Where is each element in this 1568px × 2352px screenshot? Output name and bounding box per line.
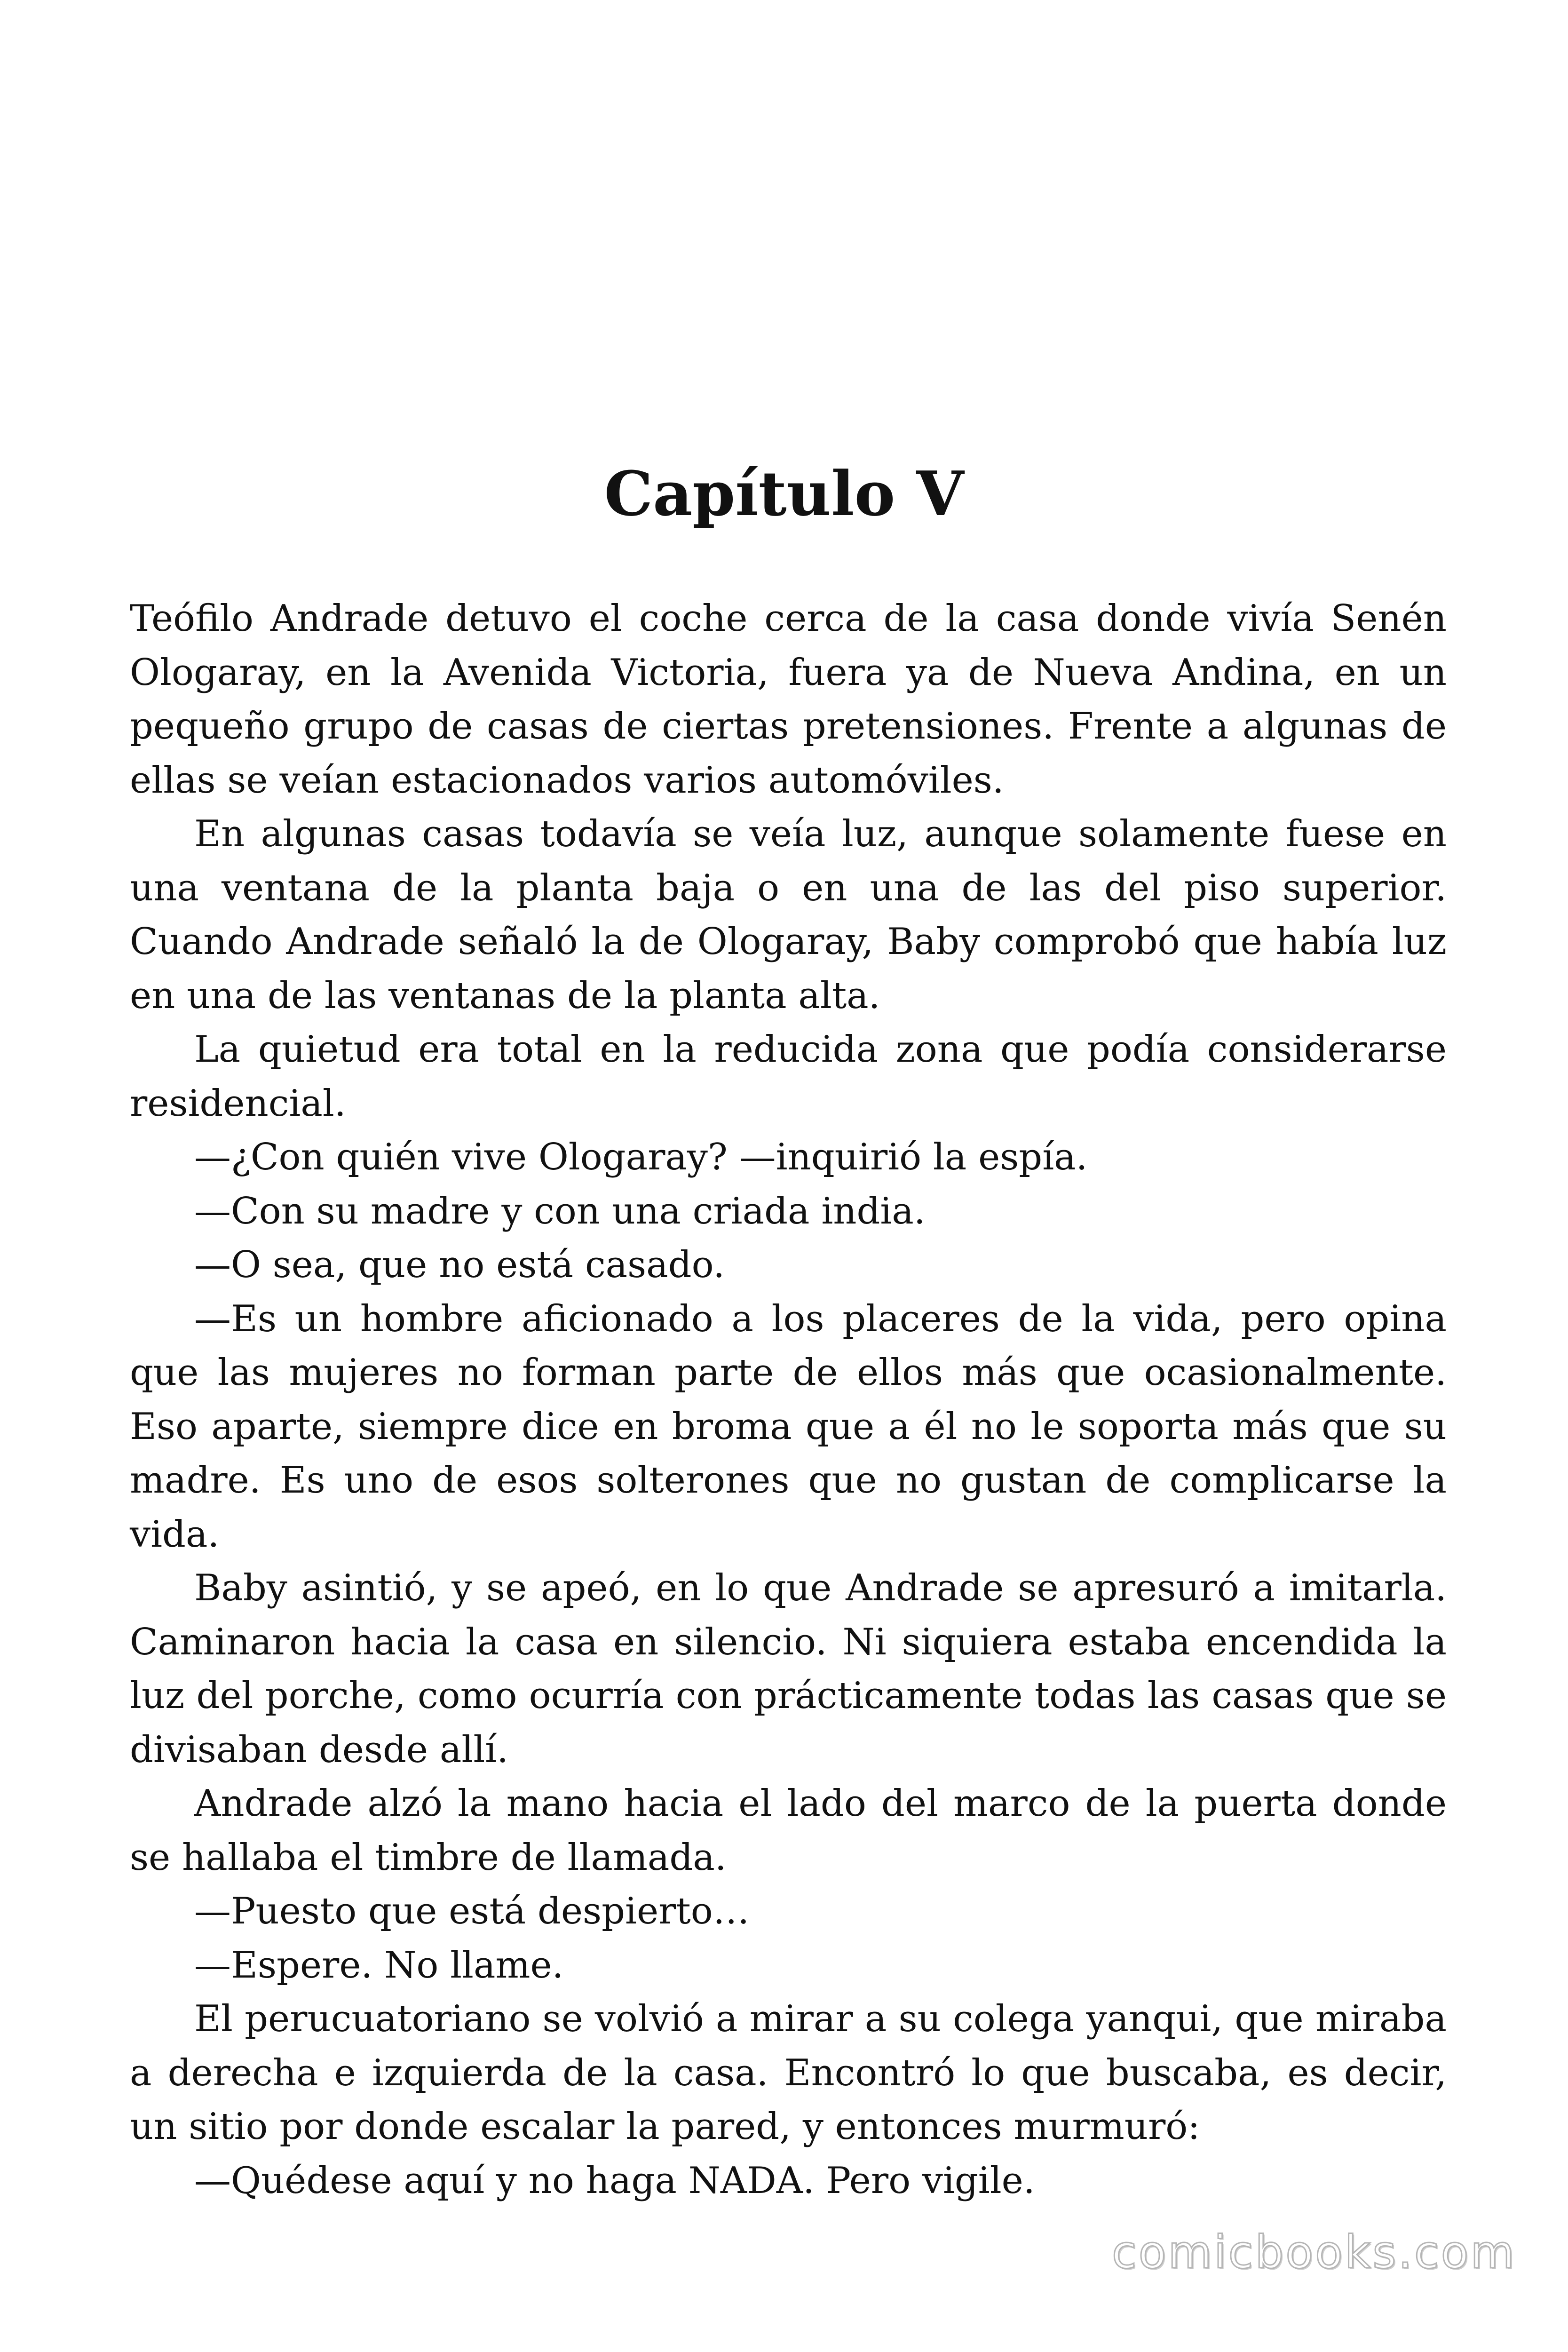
paragraph: En algunas casas todavía se veía luz, aunque solamente fuese en una ventana de la planta baja o en una de las del piso superior. Cuando Andrade señaló la de Ologaray, Baby comprobó que había luz en una de las ventanas de la planta alta. xyxy=(130,813,1447,1017)
paragraph: El perucuatoriano se volvió a mirar a su colega yanqui, que miraba a derecha e izquierda de la casa. Encontró lo que buscaba, es decir, un sitio por donde escalar la pared, y entonces murmuró: xyxy=(130,1998,1447,2148)
dialogue-line: —Espere. No llame. xyxy=(194,1944,564,1986)
dialogue-line: —Puesto que está despierto… xyxy=(194,1890,750,1932)
dialogue-line: —¿Con quién vive Ologaray? —inquirió la espía. xyxy=(194,1136,1088,1178)
chapter-body xyxy=(130,592,1447,2208)
paragraph: La quietud era total en la reducida zona que podía considerarse residencial. xyxy=(130,1028,1447,1125)
chapter-title: Capítulo V xyxy=(604,458,964,530)
paragraph: Teófilo Andrade detuvo el coche cerca de la casa donde vivía Senén Ologaray, en la Avenida Victoria, fuera ya de Nueva Andina, en un pequeño grupo de casas de ciertas pretensiones. Frente a algunas de ellas se veían estacionados varios automóviles. xyxy=(130,597,1447,802)
watermark: comicbooks.com xyxy=(1111,2226,1516,2279)
paragraph: Andrade alzó la mano hacia el lado del marco de la puerta donde se hallaba el timbre de llamada. xyxy=(130,1782,1447,1879)
paragraph: Baby asintió, y se apeó, en lo que Andrade se apresuró a imitarla. Caminaron hacia la casa en silencio. Ni siquiera estaba encendida la luz del porche, como ocurría con prácticamente todas las casas que se divisaban desde allí. xyxy=(130,1567,1447,1771)
dialogue-line: —Quédese aquí y no haga NADA. Pero vigile. xyxy=(194,2159,1035,2202)
dialogue-line: —O sea, que no está casado. xyxy=(194,1244,725,1286)
dialogue-line: —Con su madre y con una criada india. xyxy=(194,1190,926,1232)
dialogue-line: —Es un hombre aficionado a los placeres de la vida, pero opina que las mujeres no forman parte de ellos más que ocasionalmente. Eso aparte, siempre dice en broma que a él no le soporta más que su madre. Es uno de esos solterones que no gustan de complicarse la vida. xyxy=(130,1297,1447,1556)
